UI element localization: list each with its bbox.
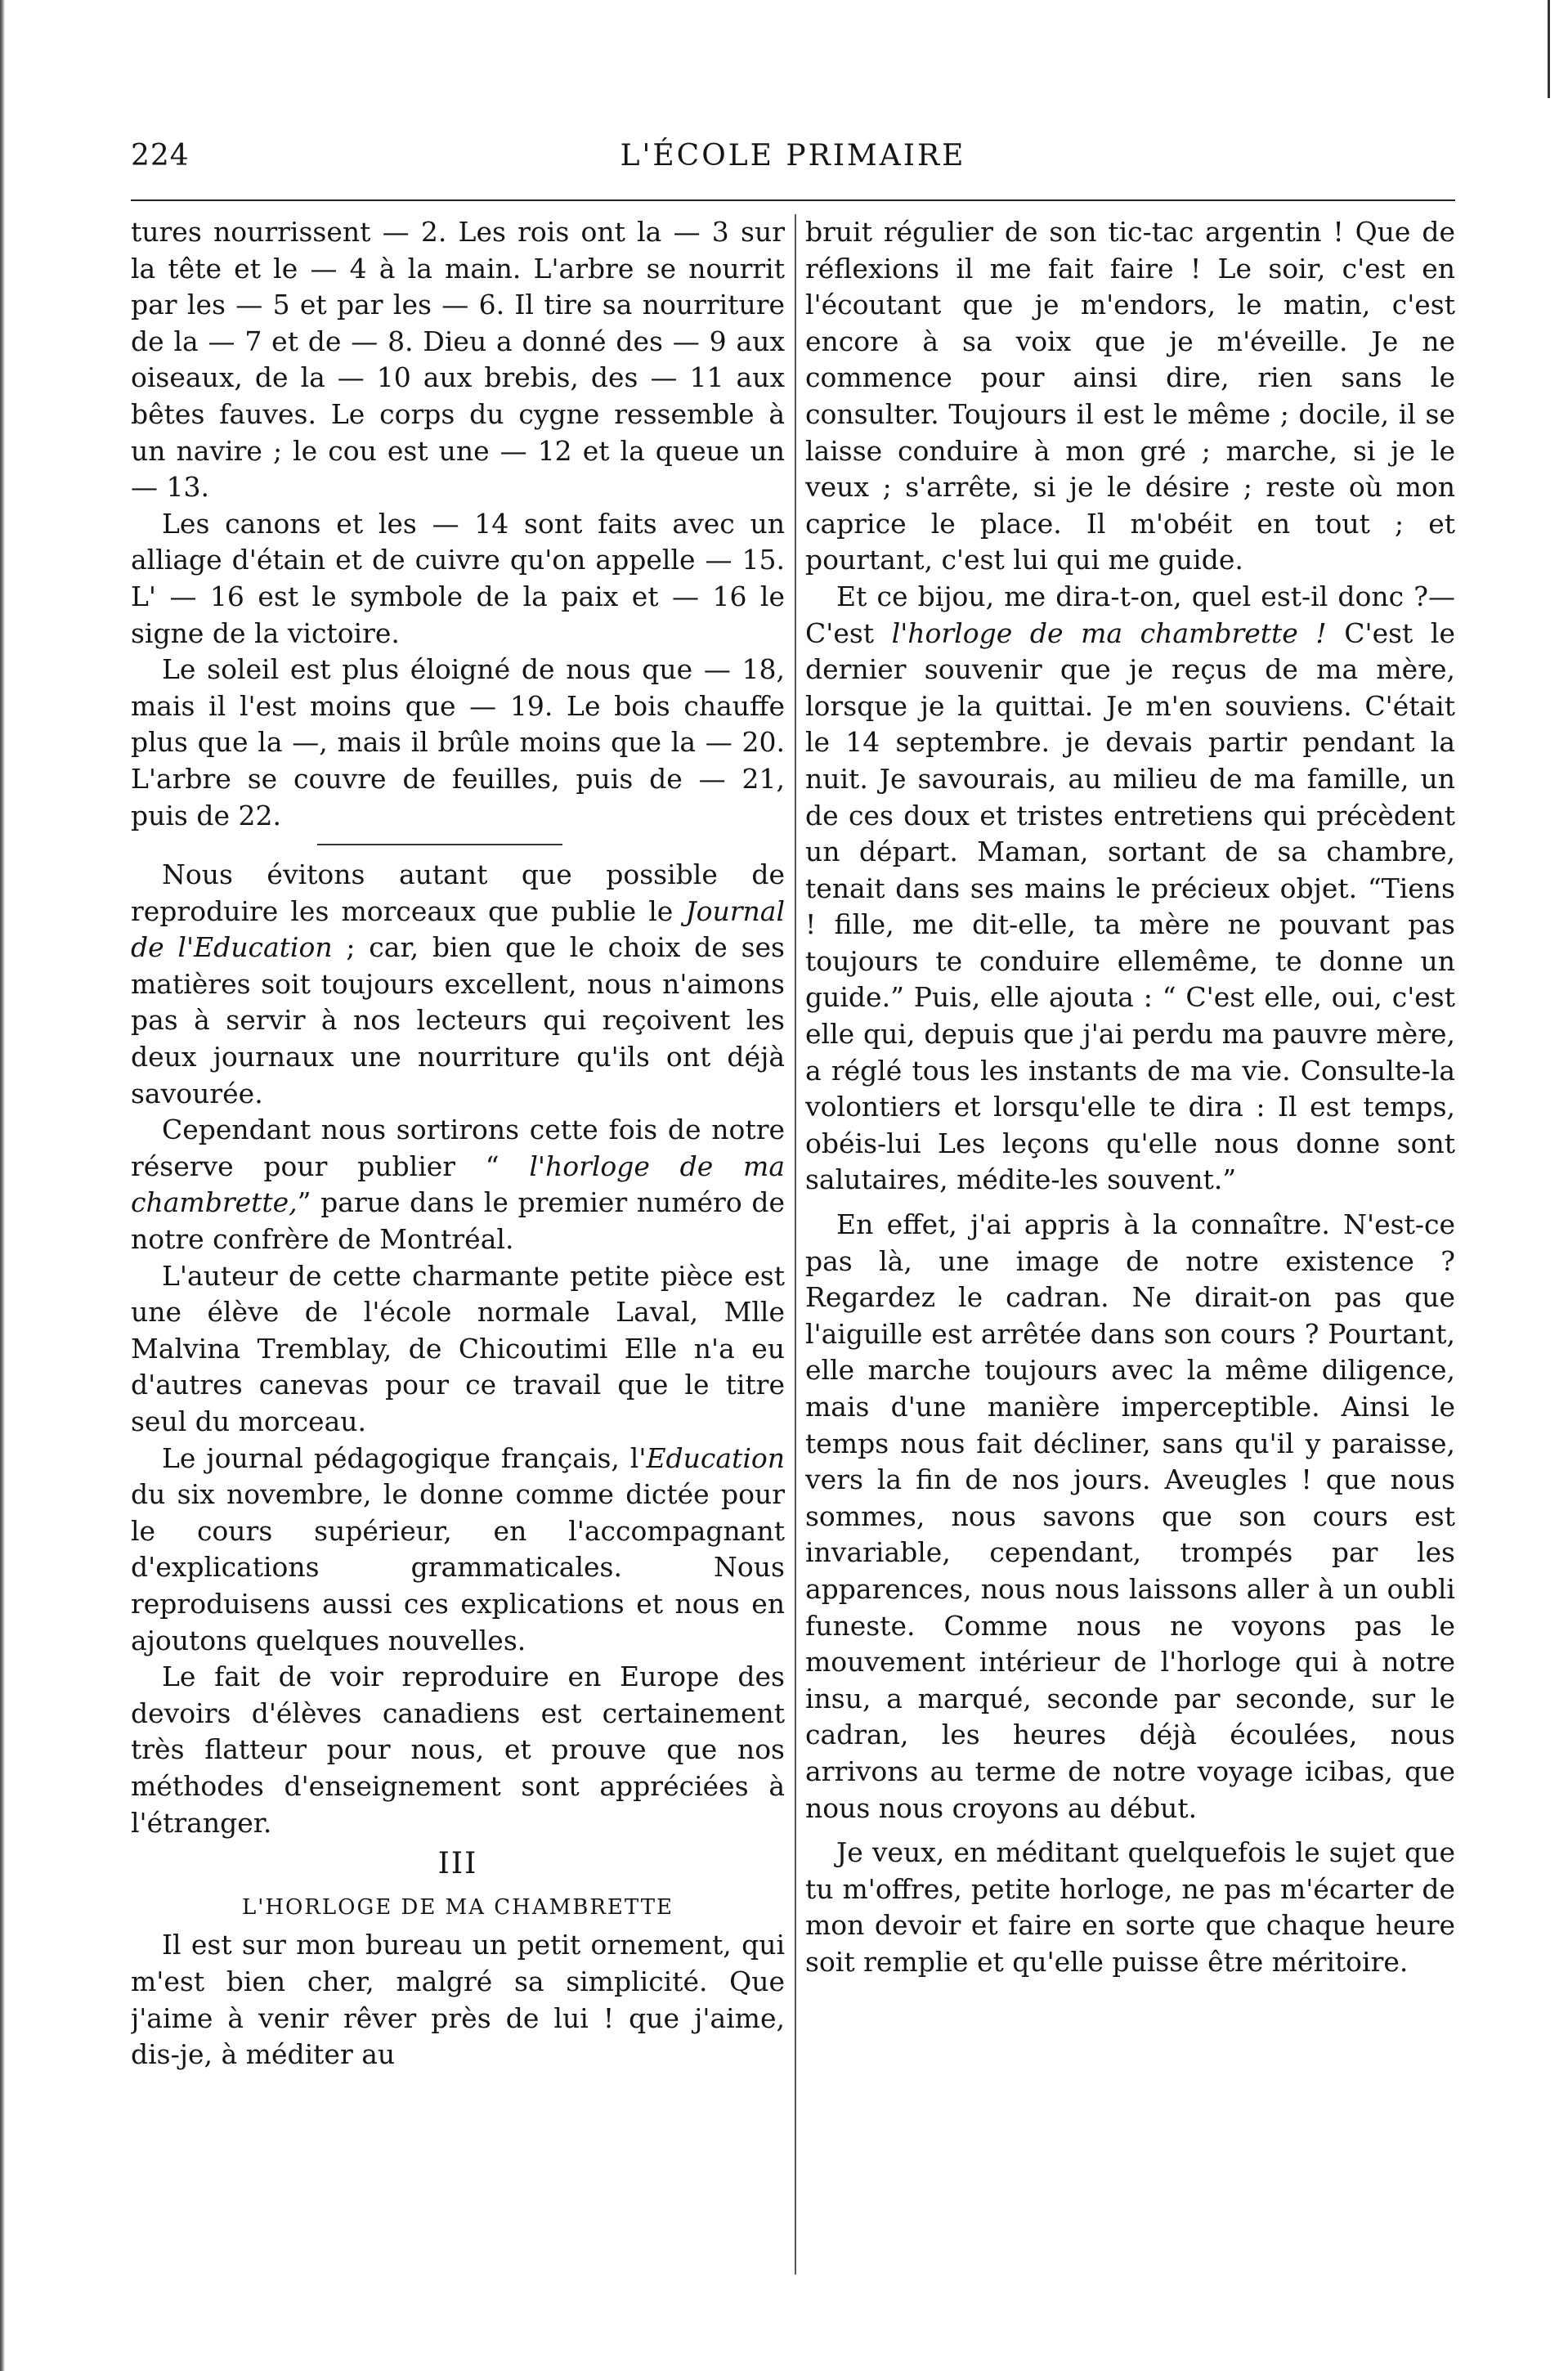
paragraph — [131, 1441, 785, 1660]
paragraph: En effet, j'ai appris à la connaître. N'est-ce pas là, une image de notre existence ? Regardez le cadran. Ne dirait-on pas que l'aiguille est arrêtée dans son cours ? Pourtant, elle marche toujours avec la même diligence, mais d'une manière imperceptible. Ainsi le temps nous fait décliner, sans qu'il y paraisse, vers la fin de nos jours. Aveugles ! que nous sommes, nous savons que son cours est invariable, cependant, trompés par les apparences, nous nous laissons aller à un oubli funeste. Comme nous ne voyons pas le mouvement intérieur de l'horloge qui à notre insu, a marqué, seconde par seconde, sur le cadran, les heures déjà écoulées, nous arrivons au terme de notre voyage icibas, que nous nous croyons au début. — [805, 1208, 1455, 1824]
italic-title: l'horloge de ma chambrette ! — [891, 616, 1327, 649]
paragraph: tures nourrissent — 2. Les rois ont la — 3 sur la tête et le — 4 à la main. L'arbre se nourrit par les — 5 et par les — 6. Il tire sa nourriture de la — 7 et de — 8. Dieu a donné des — 9 aux oiseaux, de la — 10 aux brebis, des — 11 aux bêtes fauves. Le corps du cygne ressemble à un navire ; le cou est une — 12 et la queue un — 13. — [131, 216, 785, 504]
section-divider — [317, 844, 562, 845]
column-divider — [795, 214, 796, 2275]
paragraph: Il est sur mon bureau un petit ornement, qui m'est bien cher, malgré sa simplicité. Que j'aime à venir rêver près de lui ! que j'aime, dis-je, à méditer au — [131, 1929, 785, 2071]
section-number: III — [437, 1847, 478, 1881]
left-column — [131, 214, 785, 2275]
running-title: L'ÉCOLE PRIMAIRE — [620, 139, 966, 173]
header-rule — [131, 199, 1455, 201]
paragraph: bruit régulier de son tic-tac argentin ! Que de réflexions il me fait faire ! Le soir, c'est en l'écoutant que je m'endors, le matin, c'est encore à sa voix que je m'éveille. Je ne commence pour ainsi dire, rien sans le consulter. Toujours il est le même ; docile, il se laisse conduire à mon gré ; marche, si je le veux ; s'arrête, si je le désire ; reste où mon caprice le place. Il m'obéit en tout ; et pourtant, c'est lui qui me guide. — [805, 216, 1455, 576]
paragraph: Je veux, en méditant quelquefois le sujet que tu m'offres, petite horloge, ne pas m'écarter de mon devoir et faire en sorte que chaque heure soit remplie et qu'elle puisse être méritoire. — [805, 1836, 1455, 1978]
paragraph — [131, 857, 785, 1112]
right-column — [805, 214, 1455, 2275]
text-run: Nous évitons autant que possible de reproduire les morceaux que publie le — [131, 858, 785, 927]
italic-title: l'horloge de ma chambrette, — [131, 1150, 785, 1219]
paragraph — [131, 1112, 785, 1257]
page-edge-mark — [1548, 0, 1550, 98]
paragraph: L'auteur de cette charmante petite pièce est une élève de l'école normale Laval, Mlle Malvina Tremblay, de Chicoutimi Elle n'a eu d'autres canevas pour ce travail que le titre seul du morceau. — [131, 1259, 785, 1437]
text-run: ” parue dans le premier numéro de notre confrère de Montréal. — [131, 1186, 785, 1256]
paragraph: Les canons et les — 14 sont faits avec un alliage d'étain et de cuivre qu'on appelle — 15. L' — 16 est le symbole de la paix et — 16 le signe de la victoire. — [131, 507, 785, 649]
italic-title: Journal de l'Education — [131, 894, 785, 964]
page-edge-shadow — [0, 0, 5, 2371]
text-run: ; car, bien que le choix de ses matières soit toujours excellent, nous n'aimons pas à servir à nos lecteurs qui reçoivent les deux journaux une nourriture qu'ils ont déjà savourée. — [131, 931, 785, 1109]
text-run: Cependant nous sortirons cette fois de notre réserve pour publier “ — [131, 1114, 785, 1182]
text-run: Le journal pédagogique français, l' — [162, 1441, 647, 1474]
page-number: 224 — [131, 139, 190, 173]
italic-title: Education — [646, 1441, 785, 1474]
paragraph: Le soleil est plus éloigné de nous que — 18, mais il l'est moins que — 19. Le bois chauffe plus que la —, mais il brûle moins que la — 20. L'arbre se couvre de feuilles, puis de — 21, puis de 22. — [131, 653, 785, 831]
page-header — [131, 139, 1455, 188]
paragraph: Le fait de voir reproduire en Europe des devoirs d'élèves canadiens est certainement très flatteur pour nous, et prouve que nos méthodes d'enseignement sont appréciées à l'étranger. — [131, 1661, 785, 1839]
text-run: du six novembre, le donne comme dictée pour le cours supérieur, en l'accompagnant d'explications grammaticales. Nous reproduisens aussi ces explications et nous en ajoutons quelques nouvelles. — [131, 1478, 785, 1656]
section-title: L'HORLOGE DE MA CHAMBRETTE — [241, 1894, 674, 1920]
text-run: Et ce bijou, me dira-t-on, quel est-il donc ?—C'est — [805, 580, 1455, 649]
paragraph — [805, 579, 1455, 1199]
text-run: C'est le dernier souvenir que je reçus de ma mère, lorsque je la quittai. Je m'en souviens. C'était le 14 septembre. je devais partir pendant la nuit. Je savourais, au milieu de ma famille, un de ces doux et tristes entretiens qui précèdent un départ. Maman, sortant de sa chambre, tenait dans ses mains le précieux objet. “Tiens ! fille, me dit-elle, ta mère ne pouvant pas toujours te conduire ellemême, te donne un guide.” Puis, elle ajouta : “ C'est elle, oui, c'est elle qui, depuis que j'ai perdu ma pauvre mère, a réglé tous les instants de ma vie. Consulte-la volontiers et lorsqu'elle te dira : Il est temps, obéis-lui Les leçons qu'elle nous donne sont salutaires, médite-les souvent.” — [805, 616, 1455, 1196]
